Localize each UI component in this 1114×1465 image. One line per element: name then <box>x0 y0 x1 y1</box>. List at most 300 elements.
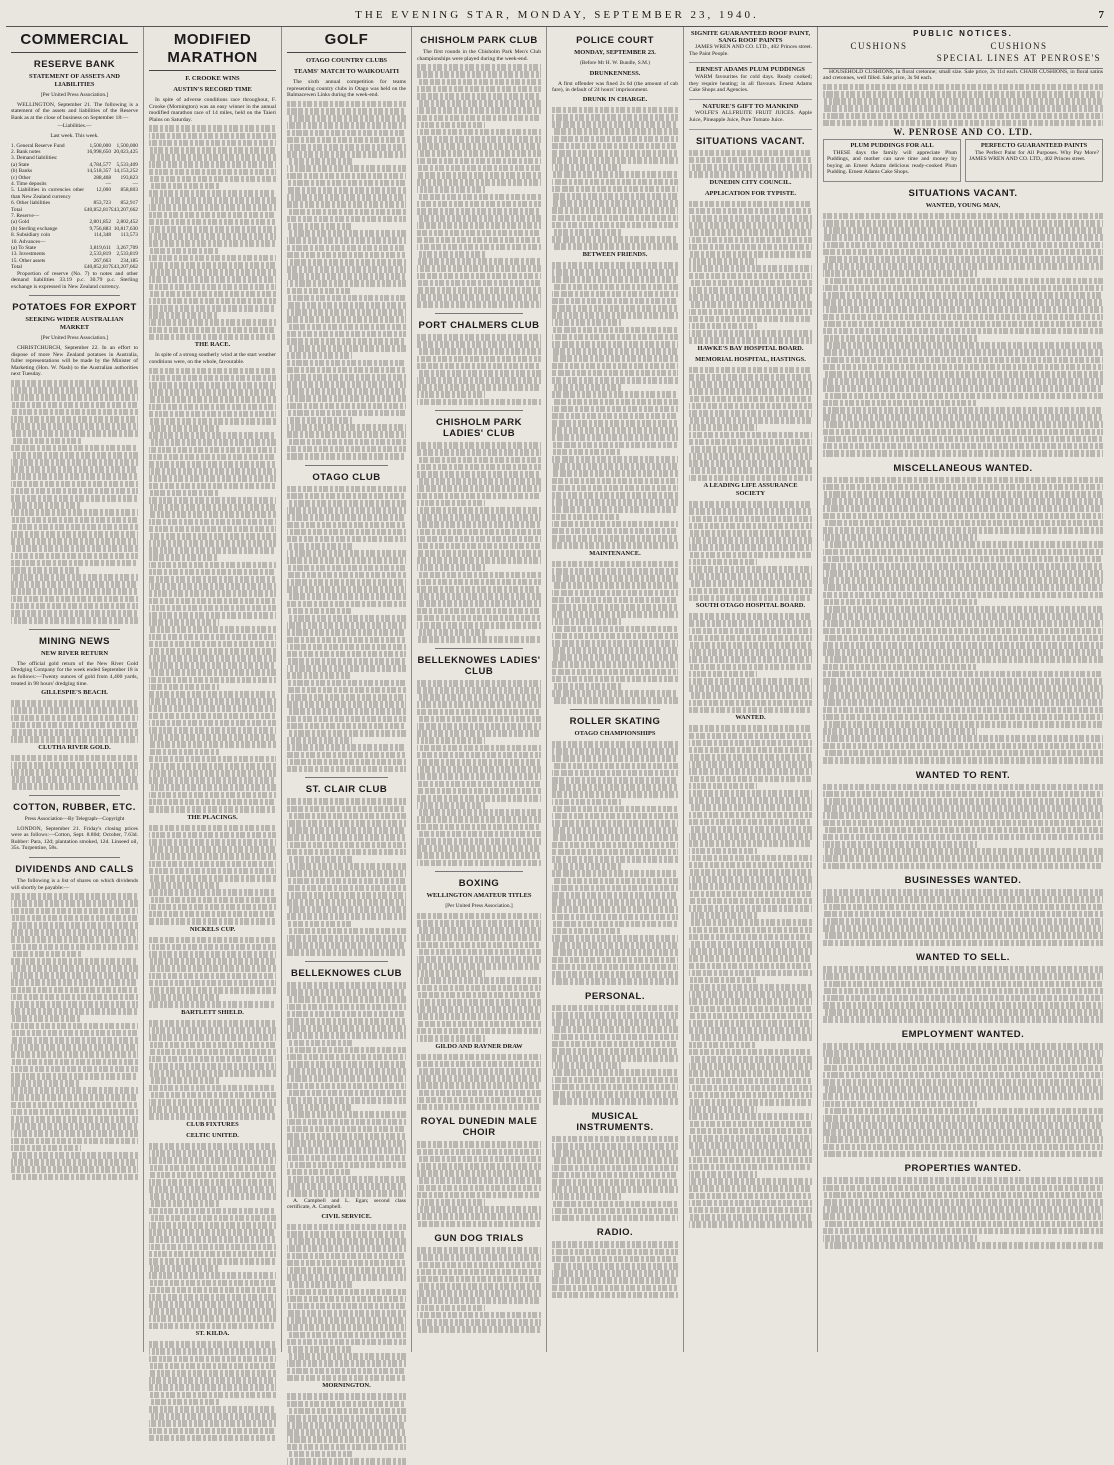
text-line <box>287 122 406 129</box>
text-line <box>689 707 812 714</box>
text-line <box>689 1034 812 1041</box>
ad-body: THESE days the family will appreciate Plum Puddings, and mother can save time and money by buying an Ernest Adams delicious ready-cooked Plum Pudding. Ernest Adams Cake Shops. <box>827 149 957 176</box>
text-line <box>552 164 621 171</box>
text-line <box>417 265 541 272</box>
text-line <box>417 79 541 86</box>
article-text: WELLINGTON, September 21. The following is a statement of the assets and liabilities of the Reserve Bank as at the close of business on September 18:— <box>11 101 138 121</box>
text-line <box>149 994 219 1001</box>
text-line <box>823 1050 1103 1057</box>
text-line <box>287 1061 406 1068</box>
text-line <box>11 1015 81 1022</box>
text-line <box>689 337 812 344</box>
text-line <box>11 929 138 936</box>
section-title: BELLEKNOWES CLUB <box>291 968 402 979</box>
text-line <box>552 885 678 892</box>
text-line <box>417 600 541 607</box>
text-line <box>823 105 1103 112</box>
text-line <box>417 701 541 708</box>
text-line <box>417 370 541 377</box>
text-line <box>689 559 757 566</box>
text-line <box>149 705 276 712</box>
text-line <box>149 626 276 633</box>
divider <box>570 709 660 710</box>
text-line <box>552 334 678 341</box>
text-line <box>149 1435 276 1442</box>
text-line <box>11 729 138 736</box>
text-line <box>287 601 406 608</box>
text-line <box>552 157 678 164</box>
text-line <box>823 450 1103 457</box>
text-line <box>287 187 406 194</box>
text-line <box>287 439 406 446</box>
text-line <box>149 1193 276 1200</box>
section-title: COTTON, RUBBER, ETC. <box>13 802 136 814</box>
text-line <box>689 725 812 732</box>
text-line <box>552 618 621 625</box>
text-line <box>552 1005 678 1012</box>
text-line <box>823 534 977 541</box>
text-line <box>552 820 678 827</box>
table-cell-label: 3. Demand liabilities: <box>11 155 58 162</box>
text-line <box>11 445 138 452</box>
text-line <box>149 727 276 734</box>
text-line <box>11 1109 138 1116</box>
text-line <box>417 478 541 485</box>
table-cell-label: 6. Other liabilities <box>11 200 51 207</box>
text-line <box>149 404 276 411</box>
text-line <box>823 721 1103 728</box>
table-cell-value: 193,823 <box>120 174 138 181</box>
text-line <box>689 1070 812 1077</box>
text-line <box>552 291 678 298</box>
table-cell-value: £43,207,662 <box>111 264 138 271</box>
text-line <box>11 617 138 624</box>
text-line <box>552 427 678 434</box>
text-line <box>287 1054 406 1061</box>
text-line <box>149 897 276 904</box>
section-subtitle: THE PLACINGS. <box>187 813 238 821</box>
text-line <box>287 1047 406 1054</box>
text-line <box>149 1323 276 1330</box>
text-line <box>149 889 276 896</box>
text-line <box>287 1104 352 1111</box>
ad-title: SIGNITE GUARANTEED ROOF PAINT, SANG ROOF PAINTS <box>690 30 811 44</box>
text-line <box>552 319 621 326</box>
article-text: In spite of adverse conditions race throughout, F. Crooke (Mornington) was an easy winner in the annual modified marathon race of 14 miles, held on the Taieri Plains on Saturday. <box>149 97 276 123</box>
text-line <box>287 921 352 928</box>
text-line <box>552 442 678 449</box>
text-line <box>287 694 406 701</box>
article-text-block <box>689 201 812 344</box>
text-line <box>823 855 1103 862</box>
text-line <box>149 255 276 262</box>
text-line <box>149 1099 276 1106</box>
text-line <box>689 374 812 381</box>
text-line <box>287 338 406 345</box>
text-line <box>552 755 678 762</box>
text-line <box>823 357 1103 364</box>
text-line <box>823 1199 1103 1206</box>
text-line <box>149 839 276 846</box>
text-line <box>287 708 406 715</box>
text-line <box>823 1057 1103 1064</box>
text-line <box>149 987 276 994</box>
text-line <box>823 791 1103 798</box>
text-line <box>417 680 541 687</box>
text-line <box>149 1370 276 1377</box>
table-cell-value: 3,267,709 <box>116 245 138 252</box>
text-line <box>417 992 541 999</box>
table-cell-value: 288,468 <box>93 174 112 181</box>
text-line <box>417 572 541 579</box>
section-title: POLICE COURT <box>576 35 654 46</box>
text-line <box>149 1428 276 1435</box>
article-text-block <box>417 1054 541 1111</box>
text-line <box>552 597 678 604</box>
text-line <box>823 429 1103 436</box>
text-line <box>149 490 219 497</box>
text-line <box>552 697 678 704</box>
text-line <box>689 1193 812 1200</box>
text-line <box>823 385 1103 392</box>
press-source: [Per United Press Association.] <box>445 903 513 910</box>
text-line <box>689 912 757 919</box>
text-line <box>552 590 678 597</box>
text-line <box>689 417 812 424</box>
text-line <box>287 1090 406 1097</box>
text-line <box>689 761 812 768</box>
text-line <box>149 204 276 211</box>
article-text-block <box>11 700 138 743</box>
text-line <box>287 137 406 144</box>
divider <box>435 410 523 411</box>
text-line <box>417 391 485 398</box>
text-line <box>552 791 678 798</box>
text-line <box>11 951 81 958</box>
text-line <box>149 1384 276 1391</box>
text-line <box>823 896 1103 903</box>
article-text: A. Campbell and L. Egan; second class certificate, A. Campbell. <box>287 1197 406 1211</box>
text-line <box>552 236 678 243</box>
text-line <box>417 86 541 93</box>
text-line <box>149 125 276 132</box>
advertisement <box>689 29 812 63</box>
text-line <box>11 958 138 965</box>
text-line <box>149 634 276 641</box>
text-line <box>417 970 485 977</box>
section-subtitle: DRUNKENNESS. <box>589 69 641 77</box>
divider <box>305 465 388 466</box>
text-line <box>149 1092 276 1099</box>
text-line <box>689 635 812 642</box>
text-line <box>823 270 977 277</box>
table-cell-label: (b) Banks <box>11 168 33 175</box>
text-line <box>689 812 812 819</box>
text-line <box>417 258 541 265</box>
table-cell-value: 9,756,883 <box>89 225 112 232</box>
table-cell-label: 1. General Reserve Fund <box>11 142 65 149</box>
text-line <box>11 1138 138 1145</box>
text-line <box>287 820 406 827</box>
text-line <box>287 1162 406 1169</box>
text-line <box>552 262 678 269</box>
text-line <box>689 424 757 431</box>
text-line <box>287 737 352 744</box>
text-line <box>149 1056 276 1063</box>
text-line <box>417 845 541 852</box>
text-line <box>552 949 678 956</box>
text-line <box>287 1083 406 1090</box>
text-line <box>823 520 1103 527</box>
text-line <box>149 662 276 669</box>
article-text: The first rounds in the Chisholm Park Men's Club championships were played during the week-end. <box>417 49 541 62</box>
text-line <box>552 269 678 276</box>
text-line <box>417 107 541 114</box>
text-line <box>149 327 276 334</box>
text-line <box>823 98 1103 105</box>
article-text: A first offender was fined 2s 6d (the amount of cab fare), in default of 24 hours' imprisonment. <box>552 80 678 94</box>
text-line <box>417 586 541 593</box>
table-cell-value: £40,852,817 <box>84 264 112 271</box>
text-line <box>287 209 406 216</box>
text-line <box>11 459 138 466</box>
text-line <box>149 389 276 396</box>
text-line <box>149 1085 276 1092</box>
text-line <box>823 820 1103 827</box>
text-line <box>823 932 1103 939</box>
text-line <box>287 1296 406 1303</box>
text-line <box>11 755 138 762</box>
table-cell-value: 5,533,409 <box>116 161 138 168</box>
text-line <box>149 1049 276 1056</box>
text-line <box>149 749 219 756</box>
text-line <box>823 606 1103 613</box>
text-line <box>287 1375 406 1382</box>
text-line <box>823 925 1103 932</box>
text-line <box>11 715 138 722</box>
advertisement <box>823 139 961 182</box>
text-line <box>287 593 406 600</box>
text-line <box>417 766 541 773</box>
text-line <box>823 227 1103 234</box>
text-line <box>823 1079 1103 1086</box>
text-line <box>823 484 1103 491</box>
text-line <box>689 754 812 761</box>
text-line <box>689 229 812 236</box>
article-text-block <box>823 1177 1103 1248</box>
text-line <box>287 1111 406 1118</box>
article-text-block <box>689 725 812 1228</box>
text-line <box>11 409 138 416</box>
text-line <box>287 130 406 137</box>
text-line <box>287 1004 406 1011</box>
text-line <box>11 380 138 387</box>
text-line <box>287 165 406 172</box>
text-line <box>823 120 1103 127</box>
text-line <box>823 841 977 848</box>
text-line <box>417 115 541 122</box>
text-line <box>287 687 406 694</box>
text-line <box>287 1032 406 1039</box>
text-line <box>417 1082 541 1089</box>
text-line <box>552 478 678 485</box>
text-line <box>149 944 276 951</box>
advertisement <box>689 65 812 99</box>
table-cell-value: 852,917 <box>120 200 138 207</box>
text-line <box>417 493 541 500</box>
text-line <box>823 750 1103 757</box>
text-line <box>417 1035 485 1042</box>
text-line <box>552 1026 678 1033</box>
text-line <box>287 752 406 759</box>
table-cell-label: 2. Bank notes <box>11 148 41 155</box>
text-line <box>552 770 678 777</box>
text-line <box>689 595 812 602</box>
text-line <box>149 212 276 219</box>
text-line <box>417 1163 541 1170</box>
text-line <box>417 687 541 694</box>
text-line <box>689 446 812 453</box>
text-line <box>823 863 1103 870</box>
text-line <box>287 514 406 521</box>
section-subtitle: GILLESPIE'S BEACH. <box>41 689 108 697</box>
section-subtitle: THE RACE. <box>194 341 231 349</box>
table-cell-label: (a) Gold <box>11 219 30 226</box>
text-line <box>149 504 276 511</box>
text-line <box>552 171 678 178</box>
text-line <box>149 861 276 868</box>
text-line <box>287 1133 406 1140</box>
text-line <box>823 656 1103 663</box>
text-line <box>552 276 678 283</box>
section-title: ROLLER SKATING <box>569 716 661 727</box>
text-line <box>689 265 812 272</box>
text-line <box>552 1062 621 1069</box>
text-line <box>823 407 1103 414</box>
text-line <box>149 562 276 569</box>
article-text-block <box>287 1393 406 1464</box>
text-line <box>823 620 1103 627</box>
text-line <box>149 161 276 168</box>
article-text-block <box>689 367 812 481</box>
text-line <box>11 700 138 707</box>
text-line <box>287 507 406 514</box>
section-title: PERSONAL. <box>585 990 645 1002</box>
text-line <box>552 200 678 207</box>
article-text-block <box>11 380 138 624</box>
text-line <box>287 309 406 316</box>
text-line <box>552 611 678 618</box>
text-line <box>689 580 812 587</box>
text-line <box>689 984 812 991</box>
text-line <box>149 154 276 161</box>
text-line <box>823 234 1103 241</box>
text-line <box>823 699 1103 706</box>
text-line <box>689 215 812 222</box>
text-line <box>287 1393 406 1400</box>
article-text-block <box>149 125 276 340</box>
text-line <box>11 1166 138 1173</box>
text-line <box>823 335 977 342</box>
text-line <box>689 1027 812 1034</box>
text-line <box>823 685 1103 692</box>
text-line <box>287 913 406 920</box>
table-cell-value: 114,348 <box>93 232 112 239</box>
table-row <box>11 187 138 200</box>
text-line <box>417 608 541 615</box>
article-text-block <box>287 101 406 460</box>
text-line <box>552 1150 678 1157</box>
text-line <box>552 121 678 128</box>
text-line <box>823 981 1103 988</box>
text-line <box>287 374 406 381</box>
text-line <box>689 1020 812 1027</box>
text-line <box>417 1054 541 1061</box>
text-line <box>689 1171 757 1178</box>
text-line <box>417 629 485 636</box>
text-line <box>287 672 352 679</box>
text-line <box>552 1084 678 1091</box>
text-line <box>689 287 812 294</box>
text-line <box>689 819 812 826</box>
article-text-block <box>11 893 138 1180</box>
text-line <box>417 399 541 406</box>
table-cell-value: 4,784,577 <box>89 161 112 168</box>
text-line <box>287 1025 406 1032</box>
advert-row <box>823 139 1103 182</box>
text-line <box>689 898 812 905</box>
text-line <box>149 698 276 705</box>
text-line <box>287 331 406 338</box>
text-line <box>552 222 678 229</box>
text-line <box>287 1011 406 1018</box>
text-line <box>552 363 678 370</box>
text-line <box>149 197 276 204</box>
section-subtitle: DRUNK IN CHARGE. <box>582 95 648 103</box>
text-line <box>689 388 812 395</box>
text-line <box>11 524 138 531</box>
text-line <box>149 770 276 777</box>
text-line <box>552 370 678 377</box>
text-line <box>689 381 812 388</box>
text-line <box>417 384 541 391</box>
text-line <box>823 664 977 671</box>
text-line <box>287 410 406 417</box>
text-line <box>552 327 678 334</box>
text-line <box>823 757 1103 764</box>
text-line <box>417 377 541 384</box>
text-line <box>287 352 352 359</box>
text-line <box>552 1179 678 1186</box>
text-line <box>417 179 541 186</box>
text-line <box>689 927 812 934</box>
text-line <box>552 863 621 870</box>
text-line <box>823 364 1103 371</box>
text-line <box>11 387 138 394</box>
text-line <box>287 827 406 834</box>
text-line <box>417 136 541 143</box>
text-line <box>11 1037 138 1044</box>
text-line <box>823 848 1103 855</box>
text-line <box>149 468 276 475</box>
section-title: PROPERTIES WANTED. <box>904 1163 1022 1175</box>
text-line <box>287 180 406 187</box>
text-line <box>823 1129 1103 1136</box>
text-line <box>552 406 678 413</box>
text-line <box>552 1019 678 1026</box>
text-line <box>417 920 541 927</box>
text-line <box>149 832 276 839</box>
